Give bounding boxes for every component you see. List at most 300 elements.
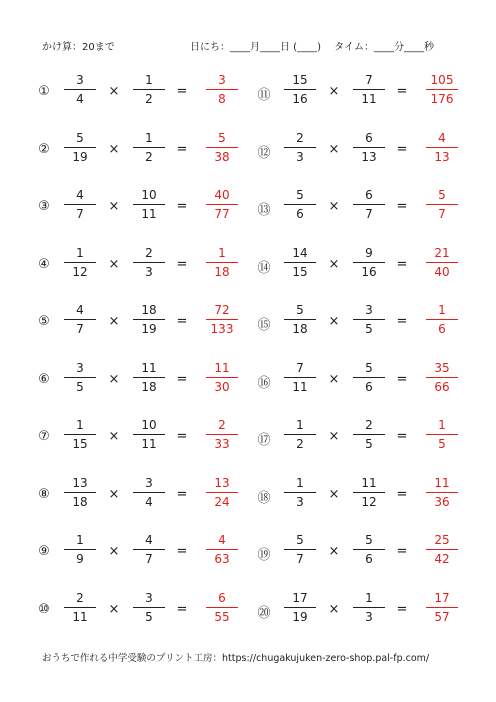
problem-number: ④: [38, 256, 50, 272]
second-fraction: [133, 130, 165, 166]
answer-fraction: [206, 590, 238, 626]
denominator: 19: [72, 149, 88, 164]
denominator: 11: [361, 92, 377, 106]
first-fraction: [64, 475, 96, 511]
second-fraction: [133, 590, 165, 626]
fraction-bar: [353, 492, 385, 493]
answer-fraction: [426, 475, 458, 511]
numerator: 1: [145, 73, 153, 87]
equals-sign: =: [396, 486, 408, 502]
second-fraction: [353, 590, 385, 626]
denominator: 18: [72, 494, 88, 509]
numerator: 3: [76, 360, 84, 375]
problem-18: [256, 473, 471, 519]
problem-number: ⑭: [257, 260, 271, 276]
numerator: 3: [145, 475, 153, 490]
times-sign: ×: [108, 544, 120, 559]
first-fraction: [284, 590, 316, 626]
fraction-bar: [64, 549, 96, 550]
denominator: 57: [434, 609, 450, 624]
equals-sign: =: [176, 429, 188, 444]
denominator: 40: [434, 264, 450, 279]
equals-sign: =: [176, 544, 188, 559]
numerator: 5: [296, 533, 304, 547]
fraction-bar: [64, 204, 96, 205]
second-fraction: [353, 130, 385, 166]
denominator: 38: [214, 149, 230, 164]
numerator: 2: [296, 130, 304, 145]
numerator: 4: [76, 188, 84, 202]
fraction-bar: [206, 549, 238, 550]
fraction-bar: [206, 147, 238, 148]
numerator: 11: [434, 475, 450, 490]
denominator: 5: [438, 437, 446, 451]
second-fraction: [133, 360, 165, 396]
problem-number: ⑤: [38, 314, 50, 329]
equals-sign: =: [396, 199, 408, 214]
problem-7: [36, 415, 251, 461]
first-fraction: [284, 532, 316, 568]
numerator: 7: [296, 360, 304, 375]
numerator: 4: [145, 533, 153, 547]
fraction-bar: [353, 262, 385, 263]
denominator: 55: [214, 609, 230, 624]
denominator: 12: [361, 494, 377, 509]
problem-number: ⑨: [38, 544, 50, 559]
fraction-bar: [206, 607, 238, 608]
denominator: 7: [76, 207, 84, 221]
answer-fraction: [206, 72, 238, 108]
problem-number: ⑳: [257, 605, 271, 621]
answer-fraction: [426, 360, 458, 396]
problem-4: [36, 243, 251, 289]
answer-fraction: [426, 590, 458, 626]
numerator: 13: [214, 475, 230, 490]
problem-number: ⑦: [38, 429, 50, 444]
numerator: 2: [218, 418, 226, 432]
numerator: 10: [141, 188, 157, 202]
numerator: 25: [434, 533, 450, 547]
problem-number: ⑧: [38, 486, 50, 502]
denominator: 19: [292, 609, 308, 624]
numerator: 11: [361, 475, 377, 490]
second-fraction: [133, 532, 165, 568]
fraction-bar: [426, 549, 458, 550]
equals-sign: =: [176, 314, 188, 329]
first-fraction: [284, 302, 316, 338]
denominator: 63: [214, 552, 230, 566]
numerator: 1: [76, 245, 84, 260]
fraction-bar: [426, 377, 458, 378]
numerator: 1: [218, 245, 226, 260]
numerator: 4: [76, 303, 84, 317]
first-fraction: [284, 360, 316, 396]
fraction-bar: [64, 434, 96, 435]
denominator: 5: [76, 379, 84, 394]
problem-number: ⑯: [257, 375, 271, 391]
numerator: 3: [218, 73, 226, 87]
first-fraction: [64, 245, 96, 281]
fraction-bar: [353, 89, 385, 90]
first-fraction: [64, 360, 96, 396]
answer-fraction: [426, 302, 458, 338]
fraction-bar: [133, 204, 165, 205]
problem-number: ⑰: [257, 433, 271, 448]
fraction-bar: [426, 434, 458, 435]
times-sign: ×: [328, 84, 340, 99]
denominator: 16: [361, 264, 377, 279]
denominator: 11: [292, 379, 308, 394]
problem-5: [36, 300, 251, 346]
fraction-bar: [284, 89, 316, 90]
answer-fraction: [206, 532, 238, 568]
denominator: 7: [296, 552, 304, 566]
denominator: 6: [438, 322, 446, 336]
fraction-bar: [426, 147, 458, 148]
problem-17: [256, 415, 471, 461]
fraction-bar: [206, 204, 238, 205]
date-time-fields: 日にち：____月____日 (____) タイム：____分____秒: [190, 42, 434, 53]
problem-number: ⑩: [38, 601, 50, 617]
numerator: 11: [141, 360, 157, 375]
fraction-bar: [64, 607, 96, 608]
fraction-bar: [64, 492, 96, 493]
problem-number: ⑮: [257, 318, 271, 333]
numerator: 3: [365, 303, 373, 317]
fraction-bar: [133, 89, 165, 90]
problem-1: [36, 70, 251, 116]
times-sign: ×: [108, 84, 120, 99]
numerator: 13: [72, 475, 88, 490]
first-fraction: [284, 72, 316, 108]
second-fraction: [353, 72, 385, 108]
denominator: 36: [434, 494, 450, 509]
denominator: 3: [296, 494, 304, 509]
answer-fraction: [206, 245, 238, 281]
problem-2: [36, 128, 251, 174]
fraction-bar: [133, 262, 165, 263]
fraction-bar: [353, 377, 385, 378]
second-fraction: [353, 302, 385, 338]
numerator: 2: [365, 418, 373, 432]
answer-fraction: [426, 245, 458, 281]
denominator: 5: [145, 609, 153, 624]
denominator: 176: [430, 92, 454, 106]
fraction-bar: [206, 319, 238, 320]
equals-sign: =: [176, 601, 188, 617]
problem-9: [36, 530, 251, 576]
first-fraction: [284, 475, 316, 511]
fraction-bar: [284, 319, 316, 320]
denominator: 6: [365, 379, 373, 394]
times-sign: ×: [328, 544, 340, 559]
equals-sign: =: [396, 84, 408, 99]
numerator: 2: [76, 590, 84, 605]
second-fraction: [133, 475, 165, 511]
equals-sign: =: [176, 486, 188, 502]
equals-sign: =: [176, 199, 188, 214]
first-fraction: [284, 417, 316, 453]
numerator: 105: [430, 73, 454, 87]
denominator: 3: [296, 149, 304, 164]
denominator: 7: [365, 207, 373, 221]
denominator: 3: [365, 609, 373, 624]
answer-fraction: [206, 302, 238, 338]
problem-12: [256, 128, 471, 174]
denominator: 6: [365, 552, 373, 566]
times-sign: ×: [108, 371, 120, 387]
fraction-bar: [133, 492, 165, 493]
answer-fraction: [426, 187, 458, 223]
numerator: 1: [76, 533, 84, 547]
equals-sign: =: [396, 314, 408, 329]
denominator: 18: [141, 379, 157, 394]
fraction-bar: [284, 607, 316, 608]
numerator: 5: [365, 360, 373, 375]
numerator: 7: [365, 73, 373, 87]
numerator: 1: [438, 418, 446, 432]
denominator: 2: [296, 437, 304, 451]
denominator: 13: [434, 149, 450, 164]
times-sign: ×: [328, 199, 340, 214]
problem-19: [256, 530, 471, 576]
numerator: 14: [292, 245, 308, 260]
problem-10: [36, 588, 251, 634]
second-fraction: [353, 475, 385, 511]
problem-number: ⑫: [257, 145, 271, 161]
numerator: 1: [76, 418, 84, 432]
denominator: 6: [296, 207, 304, 221]
denominator: 30: [214, 379, 230, 394]
equals-sign: =: [176, 141, 188, 157]
fraction-bar: [206, 262, 238, 263]
fraction-bar: [64, 377, 96, 378]
fraction-bar: [353, 549, 385, 550]
numerator: 40: [214, 188, 230, 202]
second-fraction: [133, 187, 165, 223]
fraction-bar: [206, 377, 238, 378]
denominator: 5: [365, 322, 373, 336]
fraction-bar: [353, 607, 385, 608]
denominator: 7: [145, 552, 153, 566]
second-fraction: [133, 72, 165, 108]
times-sign: ×: [328, 601, 340, 617]
fraction-bar: [353, 204, 385, 205]
numerator: 18: [141, 303, 157, 317]
second-fraction: [353, 417, 385, 453]
denominator: 19: [141, 322, 157, 336]
numerator: 1: [296, 418, 304, 432]
denominator: 77: [214, 207, 230, 221]
numerator: 3: [145, 590, 153, 605]
problem-15: [256, 300, 471, 346]
problem-number: ⑱: [257, 490, 271, 506]
denominator: 12: [72, 264, 88, 279]
denominator: 42: [434, 552, 450, 566]
fraction-bar: [64, 89, 96, 90]
denominator: 11: [72, 609, 88, 624]
numerator: 4: [218, 533, 226, 547]
first-fraction: [64, 417, 96, 453]
numerator: 11: [214, 360, 230, 375]
fraction-bar: [133, 607, 165, 608]
problem-number: ③: [38, 199, 50, 214]
denominator: 8: [218, 92, 226, 106]
fraction-bar: [284, 492, 316, 493]
equals-sign: =: [396, 429, 408, 444]
denominator: 18: [292, 322, 308, 336]
equals-sign: =: [396, 544, 408, 559]
numerator: 17: [434, 590, 450, 605]
problem-3: [36, 185, 251, 231]
numerator: 17: [292, 590, 308, 605]
second-fraction: [353, 532, 385, 568]
fraction-bar: [284, 204, 316, 205]
denominator: 11: [141, 437, 157, 451]
problem-20: [256, 588, 471, 634]
equals-sign: =: [396, 141, 408, 157]
problem-number: ⑬: [257, 203, 271, 218]
fraction-bar: [284, 262, 316, 263]
fraction-bar: [284, 377, 316, 378]
times-sign: ×: [108, 486, 120, 502]
answer-fraction: [426, 130, 458, 166]
fraction-bar: [353, 434, 385, 435]
numerator: 4: [438, 130, 446, 145]
problem-number: ⑥: [38, 371, 50, 387]
fraction-bar: [353, 319, 385, 320]
first-fraction: [64, 130, 96, 166]
times-sign: ×: [108, 256, 120, 272]
numerator: 5: [438, 188, 446, 202]
problem-8: [36, 473, 251, 519]
fraction-bar: [284, 147, 316, 148]
answer-fraction: [426, 532, 458, 568]
answer-fraction: [426, 72, 458, 108]
denominator: 66: [434, 379, 450, 394]
second-fraction: [133, 302, 165, 338]
fraction-bar: [133, 147, 165, 148]
fraction-bar: [133, 549, 165, 550]
equals-sign: =: [396, 256, 408, 272]
denominator: 4: [145, 494, 153, 509]
numerator: 35: [434, 360, 450, 375]
denominator: 133: [210, 322, 234, 336]
numerator: 21: [434, 245, 450, 260]
numerator: 5: [296, 303, 304, 317]
times-sign: ×: [328, 429, 340, 444]
footer-credit: おうちで作れる中学受験のプリント工房：https://chugakujuken-zero-shop.pal-fp.com/: [42, 653, 430, 664]
denominator: 9: [76, 552, 84, 566]
fraction-bar: [426, 204, 458, 205]
numerator: 6: [218, 590, 226, 605]
numerator: 5: [365, 533, 373, 547]
numerator: 2: [145, 245, 153, 260]
times-sign: ×: [108, 314, 120, 329]
denominator: 13: [361, 149, 377, 164]
times-sign: ×: [328, 371, 340, 387]
fraction-bar: [284, 549, 316, 550]
first-fraction: [284, 130, 316, 166]
fraction-bar: [426, 89, 458, 90]
denominator: 4: [76, 92, 84, 106]
problem-16: [256, 358, 471, 404]
equals-sign: =: [176, 256, 188, 272]
answer-fraction: [426, 417, 458, 453]
times-sign: ×: [328, 486, 340, 502]
equals-sign: =: [176, 84, 188, 99]
fraction-bar: [64, 147, 96, 148]
numerator: 5: [296, 188, 304, 202]
numerator: 9: [365, 245, 373, 260]
numerator: 5: [218, 130, 226, 145]
fraction-bar: [133, 319, 165, 320]
problem-6: [36, 358, 251, 404]
fraction-bar: [64, 319, 96, 320]
first-fraction: [64, 532, 96, 568]
second-fraction: [133, 245, 165, 281]
equals-sign: =: [176, 371, 188, 387]
first-fraction: [64, 187, 96, 223]
worksheet-title: かけ算：20まで: [42, 42, 115, 53]
fraction-bar: [426, 607, 458, 608]
problem-number: ⑲: [257, 548, 271, 563]
first-fraction: [284, 245, 316, 281]
second-fraction: [353, 187, 385, 223]
denominator: 18: [214, 264, 230, 279]
fraction-bar: [133, 377, 165, 378]
denominator: 7: [76, 322, 84, 336]
times-sign: ×: [108, 601, 120, 617]
numerator: 15: [292, 73, 308, 87]
fraction-bar: [206, 434, 238, 435]
denominator: 16: [292, 92, 308, 106]
times-sign: ×: [328, 256, 340, 272]
answer-fraction: [206, 360, 238, 396]
times-sign: ×: [108, 199, 120, 214]
problem-number: ②: [38, 141, 50, 157]
problem-11: [256, 70, 471, 116]
denominator: 2: [145, 92, 153, 106]
answer-fraction: [206, 130, 238, 166]
times-sign: ×: [328, 141, 340, 157]
numerator: 6: [365, 188, 373, 202]
denominator: 11: [141, 207, 157, 221]
times-sign: ×: [328, 314, 340, 329]
denominator: 2: [145, 149, 153, 164]
answer-fraction: [206, 475, 238, 511]
numerator: 10: [141, 418, 157, 432]
problem-14: [256, 243, 471, 289]
fraction-bar: [64, 262, 96, 263]
fraction-bar: [426, 262, 458, 263]
equals-sign: =: [396, 371, 408, 387]
second-fraction: [353, 245, 385, 281]
first-fraction: [64, 302, 96, 338]
problem-number: ⑪: [257, 88, 271, 103]
second-fraction: [133, 417, 165, 453]
times-sign: ×: [108, 429, 120, 444]
denominator: 33: [214, 437, 230, 451]
answer-fraction: [206, 187, 238, 223]
numerator: 1: [365, 590, 373, 605]
fraction-bar: [284, 434, 316, 435]
fraction-bar: [426, 319, 458, 320]
numerator: 1: [296, 475, 304, 490]
denominator: 15: [292, 264, 308, 279]
answer-fraction: [206, 417, 238, 453]
fraction-bar: [206, 89, 238, 90]
